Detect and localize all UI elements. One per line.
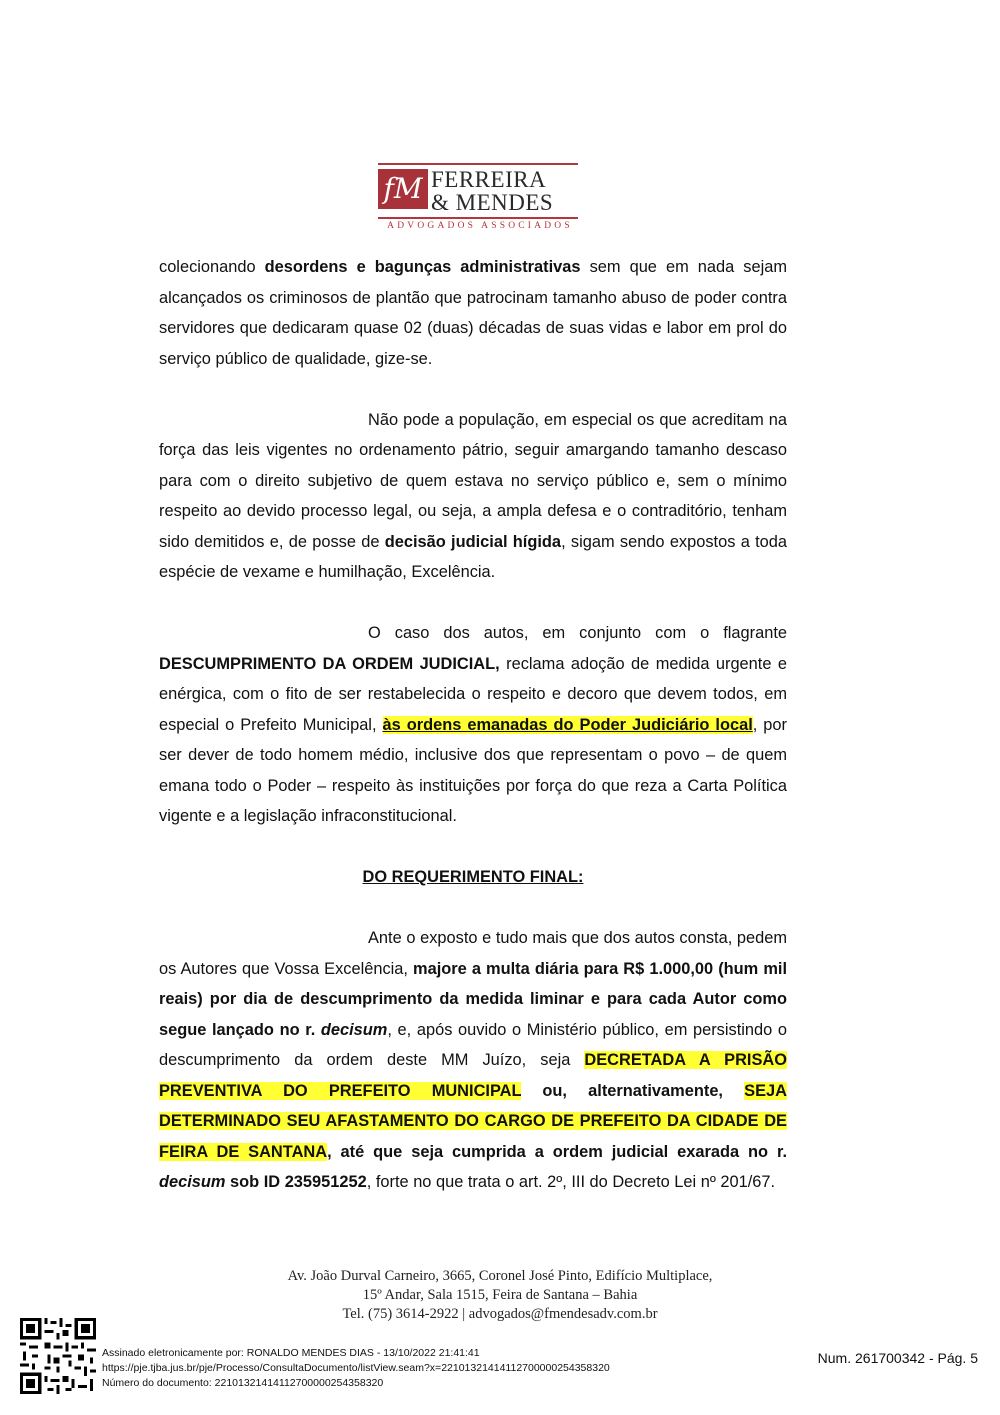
footer-address: [180, 1267, 820, 1324]
address-line-2: 15º Andar, Sala 1515, Feira de Santana – Bahia: [362, 1287, 638, 1303]
logo-name-line1: FERREIRA: [431, 167, 547, 192]
paragraph-4: [159, 923, 787, 1198]
address-line-3: Tel. (75) 3614-2922 | advogados@fmendesadv.com.br: [342, 1306, 658, 1322]
section-heading: DO REQUERIMENTO FINAL:: [362, 868, 584, 886]
p4-italic-1: decisum: [320, 1020, 388, 1039]
document-body: [159, 252, 787, 1198]
logo-tagline: ADVOGADOS ASSOCIADOS: [387, 221, 573, 231]
document-number: Número do documento: 22101321414112700000254358320: [102, 1377, 384, 1389]
qr-code-icon: [20, 1318, 96, 1394]
document-url[interactable]: https://pje.tjba.jus.br/pje/Processo/ConsultaDocumento/listView.seam?x=22101321414112700000254358320: [102, 1362, 610, 1374]
signature-info: [102, 1346, 610, 1391]
signed-by: Assinado eletronicamente por: RONALDO MENDES DIAS - 13/10/2022 21:41:41: [102, 1347, 480, 1359]
p4-text-2: , e, após ouvido o Ministério público, em persistindo o descumprimento da ordem deste MM Juízo, seja: [159, 1020, 787, 1069]
p1-text-1: colecionando: [159, 258, 265, 276]
p2-text-1: Não pode a população, em especial os que acreditam na força das leis vigentes no ordenamento pátrio, seguir amargando tamanho descaso para com o direito subjetivo de quem estava no serviço público e, sem o mínimo respeito ao devido processo legal, ou seja, a ampla defesa e o contraditório, tenham sido demitidos e, de posse de: [159, 410, 787, 551]
p2-bold-1: decisão judicial hígida: [384, 532, 562, 551]
p4-text-3: , forte no que trata o art. 2º, III do Decreto Lei nº 201/67.: [366, 1173, 776, 1191]
p3-bold-1: DESCUMPRIMENTO DA ORDEM JUDICIAL,: [159, 654, 500, 673]
paragraph-3: [159, 618, 787, 832]
p2-text-2: , sigam sendo expostos a toda espécie de vexame e humilhação, Excelência.: [159, 532, 787, 581]
p4-highlight-2: SEJA DETERMINADO SEU AFASTAMENTO DO CARGO DE PREFEITO DA CIDADE DE FEIRA DE SANTANA: [159, 1081, 787, 1161]
p4-text-1: Ante o exposto e tudo mais que dos autos consta, pedem os Autores que Vossa Excelência,: [159, 929, 787, 978]
page-number: Num. 261700342 - Pág. 5: [817, 1350, 978, 1366]
logo-bottom-rule: [378, 217, 578, 219]
paragraph-2: [159, 405, 787, 588]
p4-bold-3: , até que seja cumprida a ordem judicial exarada no r.: [327, 1142, 787, 1161]
p3-text-1: O caso dos autos, em conjunto com o flagrante: [368, 624, 787, 642]
p3-highlight-1: às ordens emanadas do Poder Judiciário local: [382, 715, 753, 734]
p4-bold-4: sob ID 235951252: [225, 1173, 367, 1191]
p4-highlight-1: DECRETADA A PRISÃO PREVENTIVA DO PREFEITO MUNICIPAL: [159, 1051, 787, 1100]
p4-italic-2: decisum: [159, 1173, 226, 1191]
p3-text-3: , por ser dever de todo homem médio, inclusive dos que representam o povo – de quem emana todo o Poder – respeito às instituições por força do que reza a Carta Política vigente e a legislação infraconstitucional.: [159, 715, 787, 825]
paragraph-1: [159, 252, 787, 374]
p3-text-2: reclama adoção de medida urgente e enérgica, com o fito de ser restabelecida o respeito e decoro que devem todos, em especial o Prefeito Municipal,: [159, 654, 787, 734]
p1-text-2: sem que em nada sejam alcançados os criminosos de plantão que patrocinam tamanho abuso de poder contra servidores que dedicaram quase 02 (duas) décadas de suas vidas e labor em prol do serviço público de qualidade, gize-se.: [159, 258, 787, 368]
logo-monogram: fM: [378, 169, 428, 209]
logo-name-line2: & MENDES: [431, 190, 554, 215]
law-firm-logo: [378, 163, 582, 235]
address-line-1: Av. João Durval Carneiro, 3665, Coronel José Pinto, Edifício Multiplace,: [287, 1268, 713, 1284]
logo-top-rule: [378, 163, 578, 165]
p1-bold-1: desordens e bagunças administrativas: [264, 258, 581, 276]
p4-bold-1: majore a multa diária para R$ 1.000,00 (hum mil reais) por dia de descumprimento da medida liminar e para cada Autor como segue lançado no r.: [159, 959, 787, 1039]
p4-bold-2: ou, alternativamente,: [521, 1081, 745, 1100]
